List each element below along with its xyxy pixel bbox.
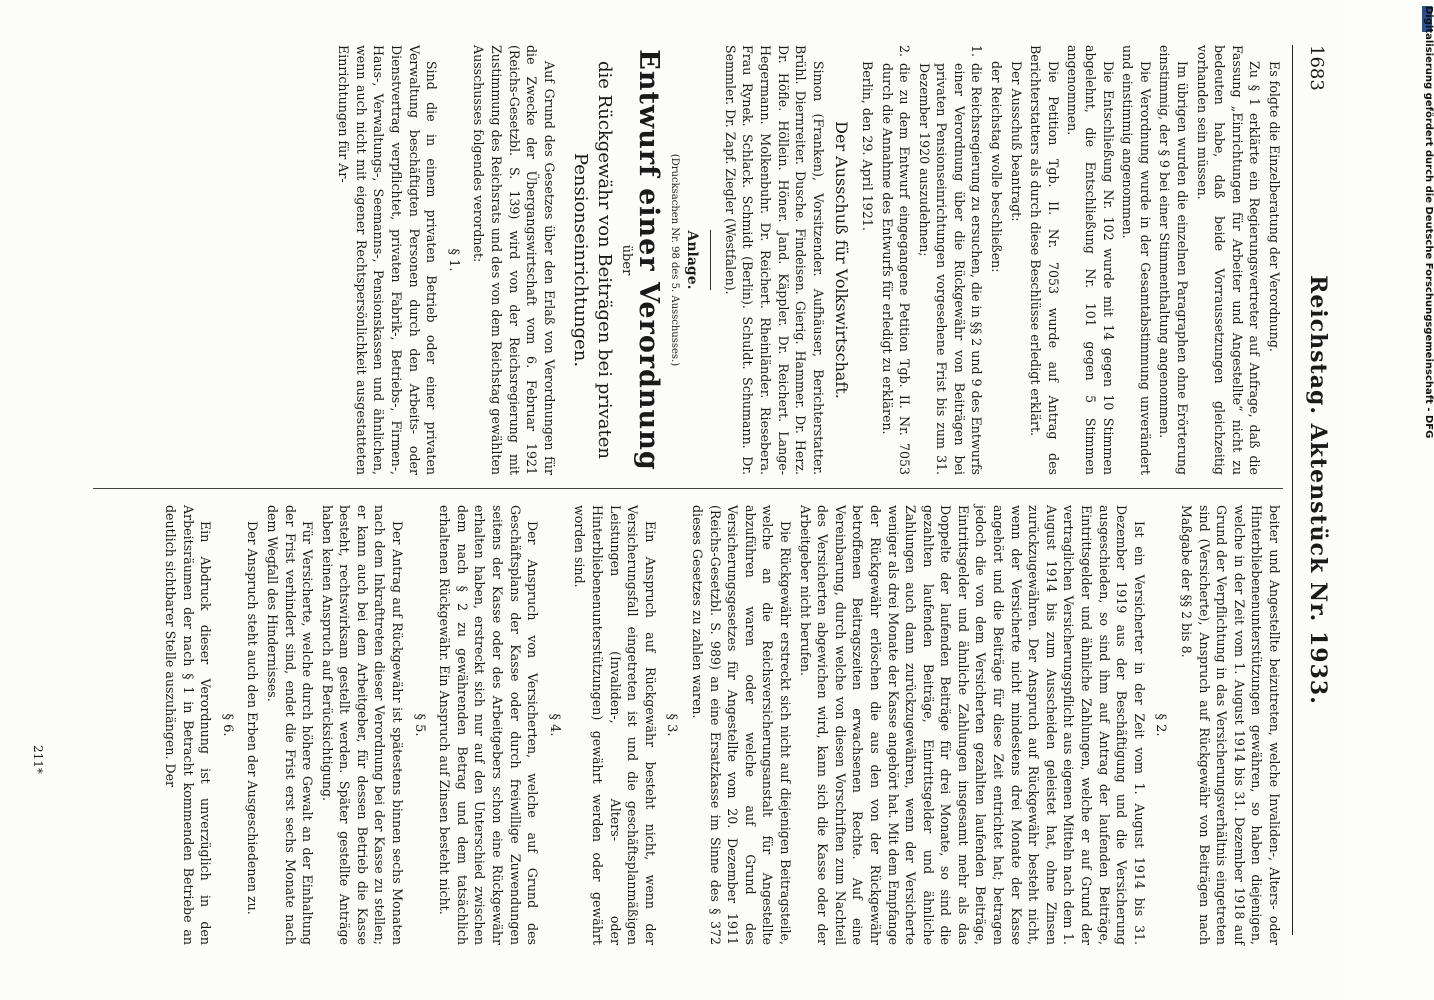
annex-label: Anlage. (684, 230, 701, 290)
paragraph: Die Petition Tgb. II. Nr. 7053 wurde auf Antrag des Berichterstatters als durch diese Beschlüsse erledigt erklärt. (1028, 45, 1061, 475)
section-text: Der Antrag auf Rückgewähr ist spätestens binnen sechs Monaten nach dem Inkrafttreten dieser Verordnung bei der Kasse zu stellen; er kann auch bei dem Arbeitgeber, für dessen Betrieb die Kasse besteht, rechtswirksam gestellt werden. Später gestellte Anträge haben keinen Anspruch auf Berücksichtigung. (319, 505, 406, 945)
motion-item-text: die zu dem Entwurf eingegangene Petition Tgb. II. Nr. 7053 durch die Annahme des Entwurfs für erledigt zu erklären. (879, 63, 913, 475)
right-column (159, 505, 1283, 945)
motion-lead: der Reichstag wolle beschließen: (989, 61, 1005, 273)
motion-item (878, 45, 913, 475)
section-text: Die Rückgewähr erstreckt sich nicht auf diejenigen Beitragsteile, welche an die Reichsversicherungsanstalt für Angestellte abzuführen waren oder welche auf Grund des Versicherungsgesetzes für Angestellte vom 20. Dezember 1911 (Reichs-Gesetzbl. S. 989) an eine Ersatzkasse im Sinne des § 372 dieses Gesetzes zu zahlen waren. (690, 505, 793, 945)
section-text: Ein Abdruck dieser Verordnung ist unverzüglich in den Arbeitsräumen der nach § 1 in Betracht kommenden Betriebe an deutlich sichtbarer Stelle auszuhängen. Der (162, 505, 214, 945)
motion-item-text: die Reichsregierung zu ersuchen, die in §§ 2 und 9 des Entwurfs einer Verordnung über die Rückgewähr von Beiträgen bei privaten Pensionseinrichtungen vorgesehene Frist bis zum 31. Dezember 1920 auszudehnen; (916, 63, 985, 475)
paragraph: Im übrigen wurden die einzelnen Paragraphen ohne Erörterung einstimmig, der § 9 bei einer Stimmenthaltung angenommen. (1157, 45, 1191, 475)
continuation-text: beiter und Angestellte beizutreten, welche Invaliden-, Alters- oder Hinterbliebenenunterstützungen gewähren, so haben diejenigen, welche in der Zeit vom 1. August 1914 bis 31. Dezember 1918 auf Grund der Verpflichtung in das Versicherungsverhältnis eingetreten sind (Versicherte), Anspruch auf Rückgewähr von Beiträgen nach Maßgabe der §§ 2 bis 8. (1179, 505, 1282, 945)
motion-list (878, 45, 986, 475)
running-title: Reichstag. Aktenstück Nr. 1933. (1305, 275, 1331, 705)
paragraph: Es folgte die Einzelberatung der Verordnung. (1267, 61, 1282, 352)
paragraph: Die Verordnung wurde in der Gesamtabstimmung unverändert und einstimmig angenommen. (1120, 45, 1153, 475)
section-heading: § 4. (546, 713, 562, 737)
motion-item-number: 1. (969, 45, 985, 58)
page-header (1292, 45, 1333, 935)
motion-item-number: 2. (897, 45, 913, 58)
section-heading: § 6. (219, 713, 235, 737)
section-text: Ist ein Versicherter in der Zeit vom 1. August 1914 bis 31. Dezember 1919 aus der Beschäftigung und die Versicherung ausgeschieden, so sind ihm auf Antrag der laufenden Beiträge, Eintrittsgelder und ähnliche Zahlungen, welche er auf Grund der vertraglichen Versicherungspflicht aus eigenen Mitteln nach dem 1. August 1914 bis zum Ausscheiden geleistet hat, ohne Zinsen zurückzugewähren. Der Anspruch auf Rückgewähr besteht nicht, wenn der Versicherte nicht mindestens drei Monate der Kasse angehört und die Beiträge für diese Zeit entrichtet hat; betragen jedoch die von dem Versicherten gezahlten laufenden Beiträge, Eintrittsgelder und ähnliche Zahlungen insgesamt mehr als das Doppelte der laufenden Beiträge für drei Monate, so sind die gezahlten laufenden Beiträge, Eintrittsgelder und ähnliche Zahlungen auch dann zurückzugewähren, wenn der Versicherte weniger als drei Monate der Kasse angehört hat. Mit dem Empfange der Rückgewähr erlöschen die aus den von der Rückgewähr betroffenen Beitragszeiten erwachsenen Rechte. Auf eine Vereinbarung, durch welche von diesen Vorschriften zum Nachteil des Versicherten abgewichen wird, kann sich die Kasse oder der Arbeitgeber nicht berufen. (797, 505, 1147, 945)
section-heading: § 1. (445, 248, 461, 272)
committee-members: Simon (Franken), Vorsitzender. Aufhäuser, Berichterstatter. Brühl. Diernreiter. Dusche. Findeisen. Gierig. Hammer. Dr. Herz. Dr. Höfle. Höllein. Höner. Jand. Käppler. Dr. Reichert. Lange-Hegermann. Molkenbuhr. Dr. Reichert. Rheinländer. Riesebera. Frau Rynek. Schlack. Schmidt (Berlin). Schuldt. Schumann. Dr. Semmler. Dr. Zapf. Ziegler (Westfalen). (722, 45, 826, 475)
date-line: Berlin, den 29. April 1921. (859, 61, 875, 231)
paragraph: Die Entschließung Nr. 102 wurde mit 14 gegen 10 Stimmen abgelehnt, die Entschließung Nr. 101 gegen 5 Stimmen angenommen. (1065, 45, 1116, 475)
signature-mark: 211* (31, 745, 45, 774)
section-text: Sind die in einem privaten Betrieb oder einer privaten Verwaltung beschäftigten Personen durch den Arbeits- oder Dienstvertrag verpflichtet, privaten Fabrik-, Betriebs-, Firmen-, Haus-, Verwaltungs-, Seemanns-, Pensionskassen und ähnlichen, wenn auch nicht mit eigener Rechtspersönlichkeit ausgestatteten Einrichtungen für Ar- (336, 45, 440, 475)
section-heading: § 3. (664, 713, 680, 737)
section-text: Ein Anspruch auf Rückgewähr besteht nicht, wenn der Versicherungsfall eingetreten ist und die geschäftsplanmäßigen Leistungen (Invaliden-, Alters- oder Hinterbliebenenunterstützungen) gewährt werden oder gewährt worden sind. (572, 505, 658, 945)
motion-intro: Der Ausschuß beantragt: (1008, 61, 1024, 222)
draft-ueber: über (619, 244, 635, 276)
side-credit-text: Digitalisierung gefördert durch die Deutsche Forschungsgemeinschaft - DFG (1423, 6, 1434, 439)
section-heading: § 2. (1153, 713, 1169, 737)
annex-reference: (Drucksachen Nr. 98 des 5. Ausschusses.) (668, 153, 680, 367)
section-text: Für Versicherte, welche durch höhere Gewalt an der Einhaltung der Frist verhindert sind, endet die Frist erst sechs Monate nach dem Wegfall des Hindernisses. (264, 505, 316, 945)
side-credit-strip (1420, 0, 1434, 1000)
page-number: 1683 (1306, 45, 1327, 91)
left-column (333, 45, 1283, 475)
divider-rule (710, 230, 711, 290)
section-text: Der Anspruch von Versicherten, welche auf Grund des Geschäftsplans der Kasse oder durch freiwillige Zuwendungen seitens der Kasse oder des Arbeitgebers schon eine Rückgewähr erhalten haben, erstreckt sich nur auf den Unterschied zwischen dem nach § 2 zu gewährenden Betrag und dem tatsächlich erhaltenen Rückgewähr. Ein Anspruch auf Zinsen besteht nicht. (437, 505, 541, 945)
preamble: Auf Grund des Gesetzes über den Erlaß von Verordnungen für die Zwecke der Übergangswirtschaft vom 6. Februar 1921 (Reichs-Gesetzbl. S. 139) wird von der Reichsregierung mit Zustimmung des Reichsrats und des von dem Reichstag gewählten Ausschusses folgendes verordnet: (471, 45, 557, 475)
column-divider (93, 488, 1283, 489)
section-heading: § 5. (411, 713, 427, 737)
draft-title: Entwurf einer Verordnung (633, 49, 664, 471)
committee-title: Der Ausschuß für Volkswirtschaft. (832, 121, 852, 399)
paragraph: Zu § 1 erklärte ein Regierungsvertreter auf Anfrage, daß die Fassung „Einrichtungen für Arbeiter und Angestellte“ nicht zu bedeuten habe, daß beide Vorraussetzungen gleichzeitig vorhanden sein müssen. (1194, 45, 1263, 475)
section-text: Der Anspruch steht auch den Erben der Ausgeschiedenen zu. (245, 521, 261, 915)
draft-subtitle: die Rückgewähr von Beiträgen bei privaten Pensionseinrichtungen. (569, 61, 615, 459)
motion-item (915, 45, 985, 475)
